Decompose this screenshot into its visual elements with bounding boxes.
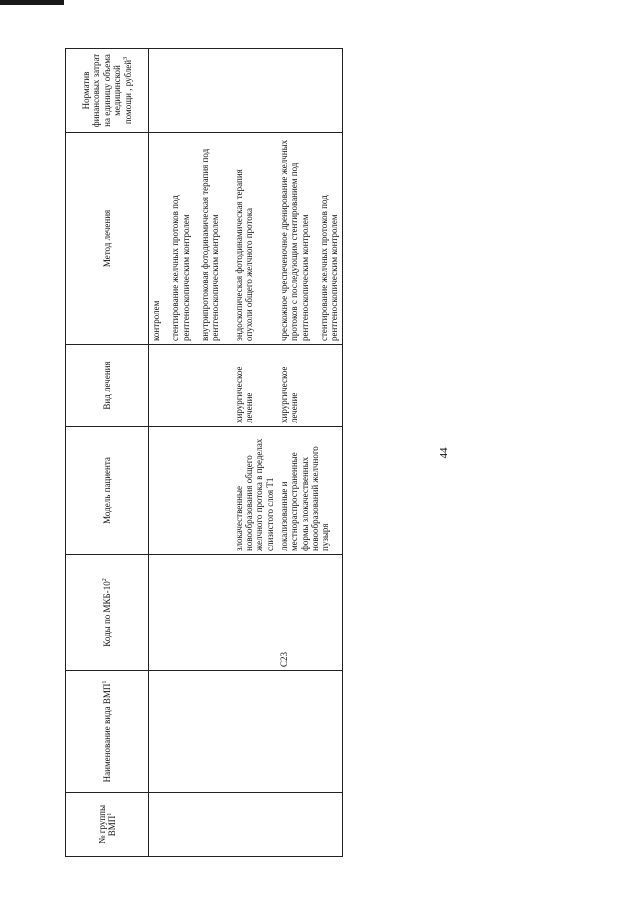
cell-cost-norm <box>149 49 232 133</box>
cell-cost-norm <box>277 49 342 133</box>
cell-cost-norm <box>232 49 277 133</box>
method-item: стентирование желчных протоков под рентгеноскопическим контролем <box>170 195 191 341</box>
method-item: эндоскопическая фотодинамическая терапия опухоли общего желчного протока <box>233 169 255 341</box>
cell-icd-code: C23 <box>277 555 342 671</box>
header-treatment-method: Метод лечения <box>66 133 149 345</box>
header-treatment-type: Вид лечения <box>66 345 149 427</box>
cell-group-no <box>149 793 232 857</box>
cell-vmp-name <box>232 671 277 793</box>
vmp-table <box>65 48 343 857</box>
header-vmp-name: Наименование вида ВМП$^1$ <box>66 671 149 793</box>
method-item: стентирование желчных протоков под рентгеноскопическим контролем <box>319 195 340 341</box>
method-item: внутрипротоковая фотодинамическая терапия под рентгеноскопическим контролем <box>200 148 221 341</box>
cell-treatment-method <box>232 133 277 345</box>
header-patient-model: Модель пациента <box>66 427 149 555</box>
cell-vmp-name <box>149 671 232 793</box>
method-item: чрескожное чреспеченочное дренирование желчных протоков с последующим стентированием под рентгеноскопическим контролем <box>279 139 310 341</box>
cell-patient-model: локализованные и местнораспространенные формы злокачественных новообразований желчного пузыря <box>277 427 342 555</box>
table-row <box>277 49 342 857</box>
table-header-row <box>66 49 149 857</box>
cell-treatment-method <box>149 133 232 345</box>
table-row <box>149 49 232 857</box>
header-icd-codes: Коды по МКБ-$10^2$ <box>66 555 149 671</box>
header-group-no: № группы ВМП$^1$ <box>66 793 149 857</box>
header-cost-norm: Норматив финансовых затрат на единицу объема медицинской помощи , рублей$^3$ <box>66 49 149 133</box>
cell-treatment-method <box>277 133 342 345</box>
cell-treatment-type: хирургическое лечение <box>277 345 342 427</box>
cell-vmp-name <box>277 671 342 793</box>
cell-group-no <box>277 793 342 857</box>
cell-icd-code <box>232 555 277 671</box>
table-row <box>232 49 277 857</box>
cell-patient-model: злокачественные новообразования общего желчного протока в пределах слизистого слоя T1 <box>232 427 277 555</box>
cell-group-no <box>232 793 277 857</box>
method-item: контролем <box>151 300 161 341</box>
cell-icd-code <box>149 555 232 671</box>
cell-treatment-type <box>149 345 232 427</box>
page-number: 44 <box>438 447 450 459</box>
cell-patient-model <box>149 427 232 555</box>
cell-treatment-type: хирургическое лечение <box>232 345 277 427</box>
